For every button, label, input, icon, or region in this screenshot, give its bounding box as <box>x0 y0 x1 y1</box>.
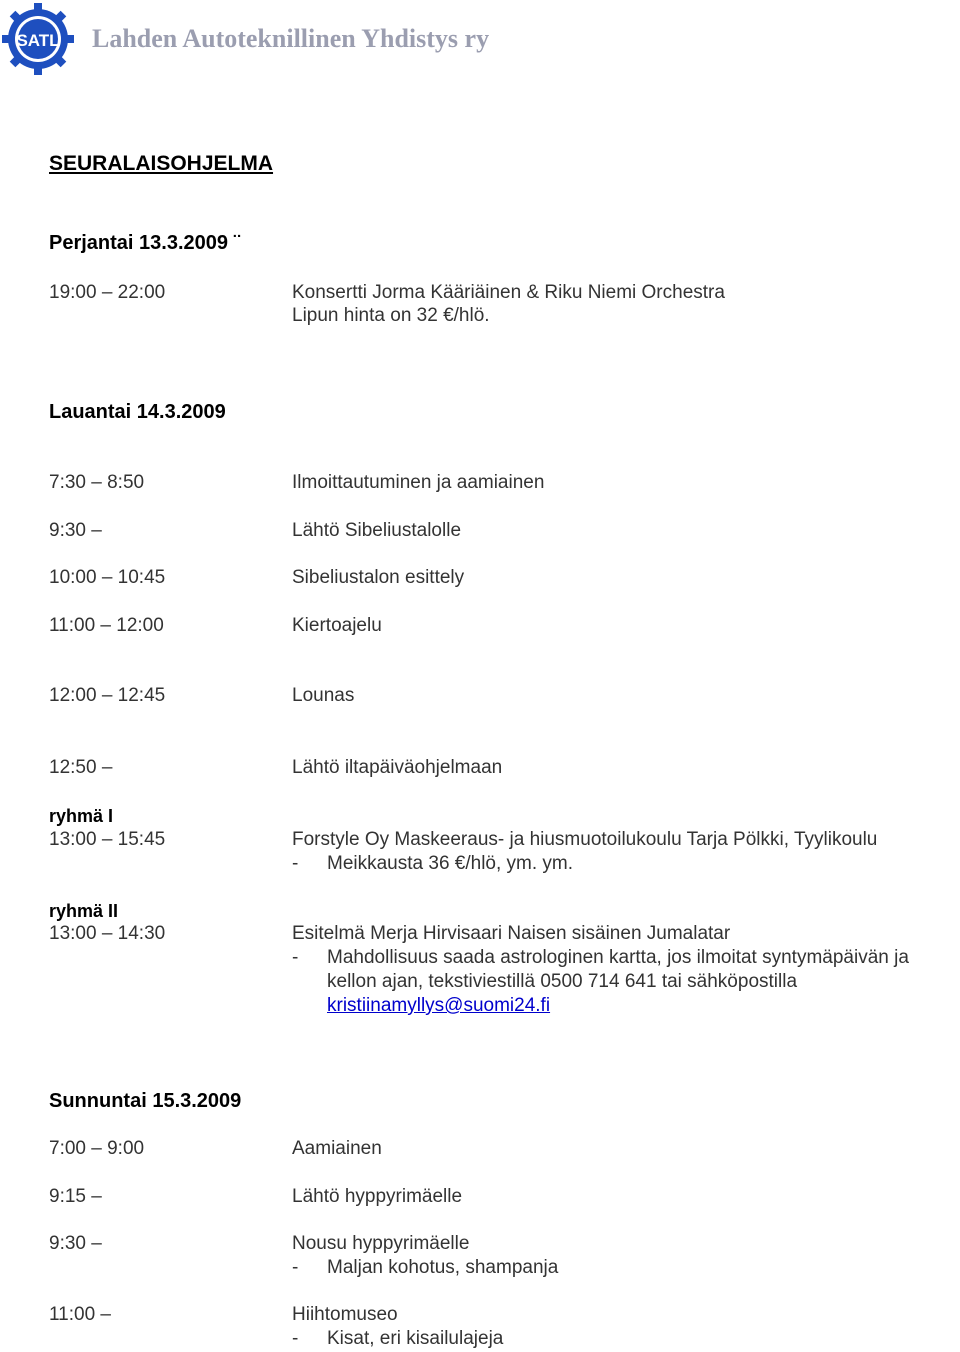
saturday-time-1: 7:30 – 8:50 <box>49 472 145 493</box>
friday-heading <box>49 232 240 254</box>
saturday-event-1: Ilmoittautuminen ja aamiainen <box>292 472 545 493</box>
friday-event-1: Konsertti Jorma Kääriäinen & Riku Niemi Orchestra <box>292 282 725 303</box>
friday-event-1-price: Lipun hinta on 32 €/hlö. <box>292 305 490 326</box>
sunday-time-4: 11:00 – <box>49 1304 111 1325</box>
email-link[interactable]: kristiinamyllys@suomi24.fi <box>327 995 551 1016</box>
saturday-event-5: Lounas <box>292 685 355 706</box>
satl-logo <box>2 3 74 75</box>
page-title: SEURALAISOHJELMA <box>49 152 274 175</box>
group-2-detail-line-1: Mahdollisuus saada astrologinen kartta, jos ilmoitat syntymäpäivän ja <box>327 947 909 968</box>
group-2-detail-line-2: kellon ajan, tekstiviestillä 0500 714 641 tai sähköpostilla <box>327 971 798 992</box>
saturday-time-3: 10:00 – 10:45 <box>49 567 166 588</box>
group-1-bullet: - <box>292 853 299 874</box>
sunday-time-1: 7:00 – 9:00 <box>49 1138 145 1159</box>
sunday-time-2: 9:15 – <box>49 1186 102 1207</box>
friday-heading-mark: ¨ <box>233 232 241 254</box>
saturday-event-6: Lähtö iltapäiväohjelmaan <box>292 757 503 778</box>
sunday-event-4-bullet: - <box>292 1328 299 1349</box>
sunday-event-3: Nousu hyppyrimäelle <box>292 1233 470 1254</box>
saturday-time-4: 11:00 – 12:00 <box>49 615 164 636</box>
saturday-time-6: 12:50 – <box>49 757 113 778</box>
saturday-time-2: 9:30 – <box>49 520 102 541</box>
friday-heading-text: Perjantai 13.3.2009 <box>49 232 229 254</box>
saturday-heading: Lauantai 14.3.2009 <box>49 401 226 423</box>
group-1-time: 13:00 – 15:45 <box>49 829 166 850</box>
sunday-event-1: Aamiainen <box>292 1138 382 1159</box>
saturday-time-5: 12:00 – 12:45 <box>49 685 166 706</box>
sunday-time-3: 9:30 – <box>49 1233 102 1254</box>
sunday-heading: Sunnuntai 15.3.2009 <box>49 1090 242 1112</box>
saturday-event-3: Sibeliustalon esittely <box>292 567 465 588</box>
group-1-event: Forstyle Oy Maskeeraus- ja hiusmuotoilukoulu Tarja Pölkki, Tyylikoulu <box>292 829 878 850</box>
sunday-event-3-detail: Maljan kohotus, shampanja <box>327 1257 559 1278</box>
sunday-event-4: Hiihtomuseo <box>292 1304 398 1325</box>
sunday-event-2: Lähtö hyppyrimäelle <box>292 1186 463 1207</box>
friday-time-1: 19:00 – 22:00 <box>49 282 166 303</box>
saturday-event-2: Lähtö Sibeliustalolle <box>292 520 462 541</box>
group-1-detail: Meikkausta 36 €/hlö, ym. ym. <box>327 853 574 874</box>
group-2-label: ryhmä II <box>49 901 119 921</box>
group-2-bullet: - <box>292 947 299 968</box>
logo-text: SATL <box>16 31 60 50</box>
saturday-event-4: Kiertoajelu <box>292 615 382 636</box>
sunday-event-3-bullet: - <box>292 1257 299 1278</box>
group-2-event: Esitelmä Merja Hirvisaari Naisen sisäinen Jumalatar <box>292 923 731 944</box>
org-name: Lahden Autoteknillinen Yhdistys ry <box>92 24 490 53</box>
sunday-event-4-detail: Kisat, eri kisailulajeja <box>327 1328 504 1349</box>
group-2-time: 13:00 – 14:30 <box>49 923 166 944</box>
group-1-label: ryhmä I <box>49 806 114 826</box>
